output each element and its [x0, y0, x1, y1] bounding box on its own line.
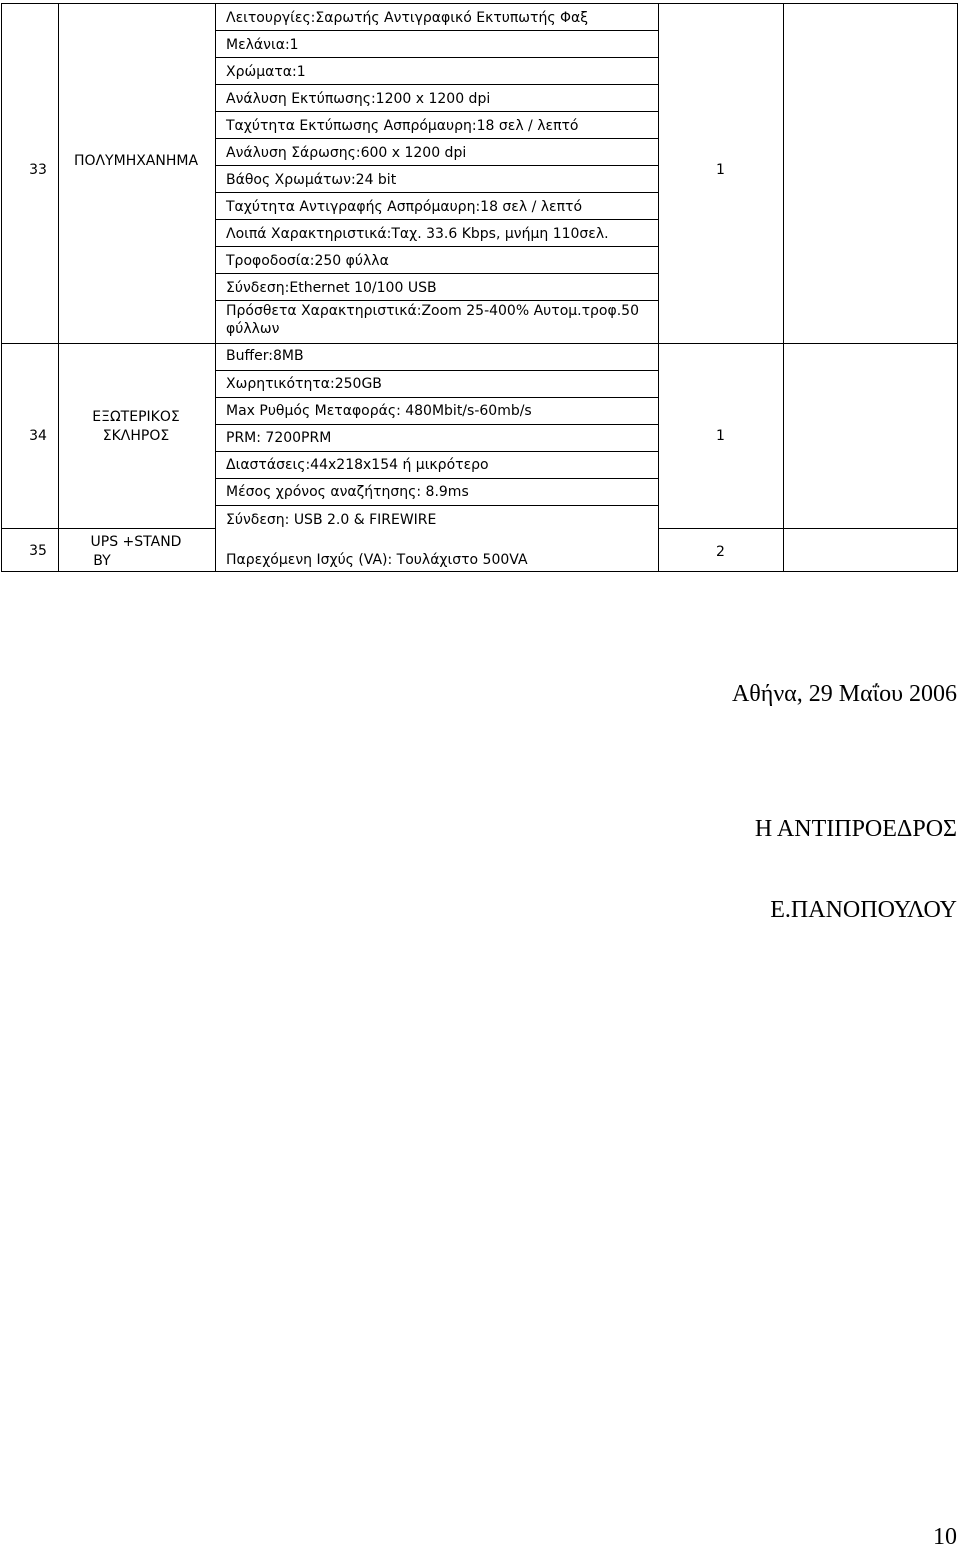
spec-line-text: Ανάλυση Εκτύπωσης:1200 x 1200 dpi — [226, 91, 491, 107]
table-border — [957, 3, 958, 571]
item-name-line: UPS +STAND — [90, 534, 182, 550]
table-border — [1, 571, 958, 572]
spec-line-text: Max Ρυθμός Μεταφοράς: 480Mbit/s-60mb/s — [226, 403, 532, 419]
item-name-line: BY — [93, 553, 111, 569]
table-border — [1, 3, 2, 571]
spec-line — [215, 246, 658, 247]
spec-line — [215, 300, 658, 301]
row-separator — [658, 528, 958, 529]
spec-line — [215, 273, 658, 274]
item-quantity: 1 — [716, 162, 725, 178]
spec-line-text: Χωρητικότητα:250GB — [226, 376, 382, 392]
row-number: 35 — [29, 543, 47, 559]
spec-line — [215, 343, 658, 344]
spec-line — [215, 192, 658, 193]
spec-line-text: Μελάνια:1 — [226, 37, 299, 53]
spec-line — [215, 57, 658, 58]
item-name-line: ΣΚΛΗΡΟΣ — [102, 428, 170, 444]
spec-line-text: Βάθος Χρωμάτων:24 bit — [226, 172, 397, 188]
spec-line-text: Λοιπά Χαρακτηριστικά:Ταχ. 33.6 Kbps, μνήμη 110σελ. — [226, 226, 609, 242]
spec-line — [215, 397, 658, 398]
spec-line — [215, 505, 658, 506]
item-name-line: ΕΞΩΤΕΡΙΚΟΣ — [92, 409, 180, 425]
signatory-role: Η ΑΝΤΙΠΡΟΕΔΡΟΣ — [754, 816, 957, 842]
spec-line-text: Ταχύτητα Αντιγραφής Ασπρόμαυρη:18 σελ / λεπτό — [226, 199, 583, 215]
spec-line — [215, 424, 658, 425]
table-border — [658, 3, 659, 571]
spec-line-text: Χρώματα:1 — [226, 64, 306, 80]
item-quantity: 1 — [716, 428, 725, 444]
spec-line-text: Παρεχόμενη Ισχύς (VA): Τουλάχιστο 500VA — [226, 552, 528, 568]
spec-line-text: PRM: 7200PRM — [226, 430, 332, 446]
row-separator — [1, 528, 215, 529]
spec-line-text: Διαστάσεις:44x218x154 ή μικρότερο — [226, 457, 489, 473]
spec-line-text: Πρόσθετα Χαρακτηριστικά:Zoom 25-400% Αυτομ.τροφ.50 — [226, 303, 639, 319]
spec-line-text: Λειτουργίες:Σαρωτής Αντιγραφικό Εκτυπωτής Φαξ — [226, 10, 589, 26]
spec-line — [215, 478, 658, 479]
table-border — [783, 3, 784, 571]
specifications-table — [0, 0, 960, 574]
spec-line-text: Ταχύτητα Εκτύπωσης Ασπρόμαυρη:18 σελ / λεπτό — [226, 118, 579, 134]
spec-line-text: Τροφοδοσία:250 φύλλα — [226, 253, 389, 269]
spec-line-text: Σύνδεση: USB 2.0 & FIREWIRE — [226, 512, 437, 528]
table-border — [58, 3, 59, 571]
spec-line — [215, 219, 658, 220]
item-quantity: 2 — [716, 544, 725, 560]
spec-line — [215, 138, 658, 139]
spec-line-text: Μέσος χρόνος αναζήτησης: 8.9ms — [226, 484, 469, 500]
spec-line-text: Buffer:8MB — [226, 348, 304, 364]
spec-line — [215, 30, 658, 31]
spec-line — [215, 370, 658, 371]
row-number: 33 — [29, 162, 47, 178]
item-name: ΠΟΛΥΜΗΧΑΝΗΜΑ — [73, 153, 199, 169]
spec-line-text: Σύνδεση:Ethernet 10/100 USB — [226, 280, 437, 296]
spec-line-text: Ανάλυση Σάρωσης:600 x 1200 dpi — [226, 145, 467, 161]
row-number: 34 — [29, 428, 47, 444]
table-border — [1, 3, 958, 4]
signatory-name: Ε.ΠΑΝΟΠΟΥΛΟΥ — [770, 897, 957, 923]
place-date: Αθήνα, 29 Μαΐου 2006 — [731, 681, 957, 707]
spec-line — [215, 84, 658, 85]
spec-line — [215, 111, 658, 112]
table-border — [215, 3, 216, 571]
spec-line — [215, 165, 658, 166]
row-separator — [658, 343, 958, 344]
spec-line — [215, 451, 658, 452]
spec-line-text: φύλλων — [226, 321, 280, 337]
page-number: 10 — [933, 1524, 957, 1550]
row-separator — [1, 343, 215, 344]
